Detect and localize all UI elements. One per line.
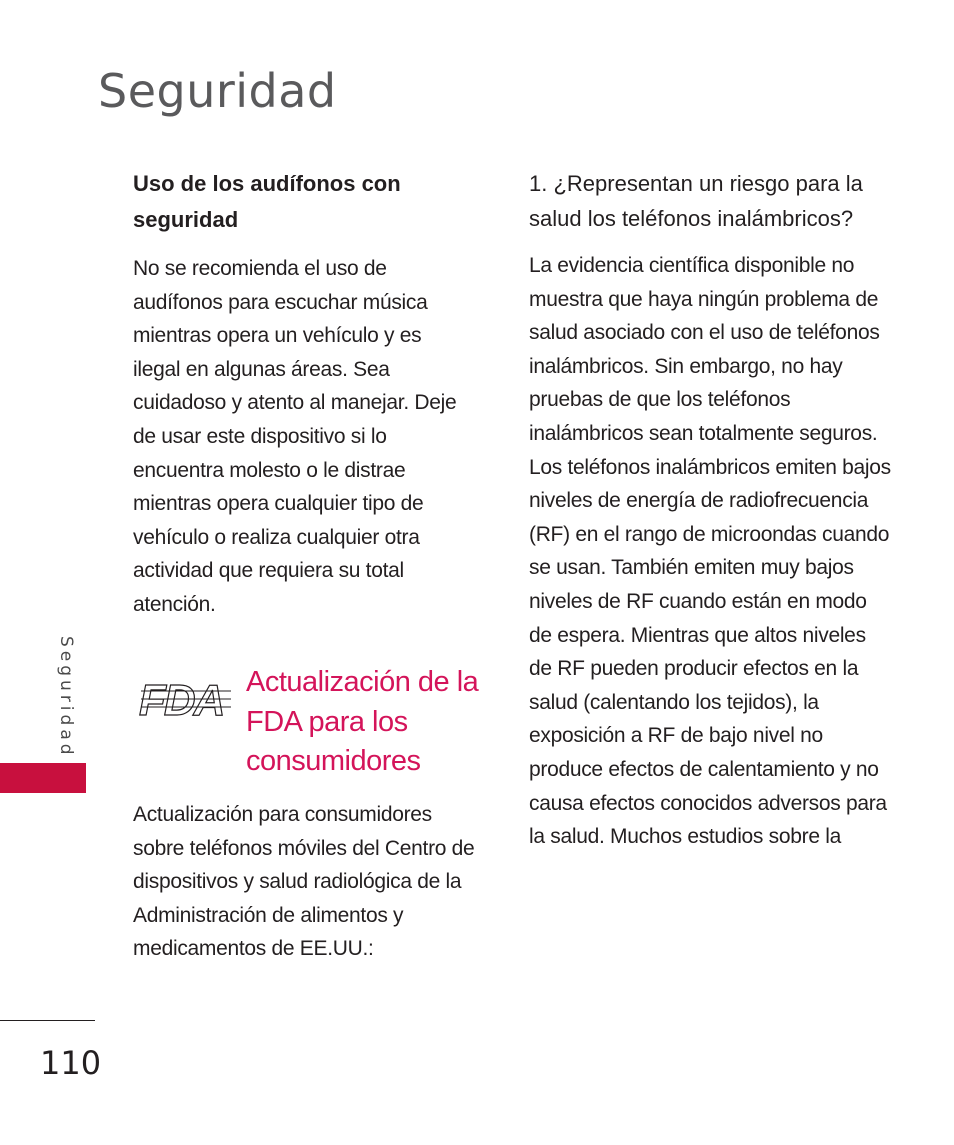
side-tab-marker	[0, 763, 86, 793]
side-section-label: Seguridad	[56, 636, 76, 759]
left-column	[133, 166, 483, 622]
page-number: 110	[40, 1044, 102, 1082]
fda-logo-text: FDA	[139, 677, 224, 721]
footer-rule	[0, 1020, 95, 1021]
fda-heading: Actualización de la FDA para los consumidores	[246, 666, 479, 777]
fda-logo-graphic	[137, 677, 235, 721]
fda-paragraph-wrap	[133, 798, 478, 966]
section-heading-headphones: Uso de los audífonos con seguridad	[133, 171, 401, 232]
right-column	[529, 166, 894, 854]
fda-section	[133, 663, 493, 793]
question-heading: 1. ¿Representan un riesgo para la salud los teléfonos inalámbricos?	[529, 171, 863, 231]
fda-paragraph: Actualización para consumidores sobre teléfonos móviles del Centro de dispositivos y salud radiológica de la Administración de alimentos y medicamentos de EE.UU.:	[133, 803, 475, 961]
page-title: Seguridad	[98, 64, 337, 118]
answer-paragraph: La evidencia científica disponible no muestra que haya ningún problema de salud asociado con el uso de teléfonos inalámbricos. Sin embargo, no hay pruebas de que los teléfonos inalámbricos sean totalmente seguros. Los teléfonos inalámbricos emiten bajos niveles de energía de radiofrecuencia (RF) en el rango de microondas cuando se usan. También emiten muy bajos niveles de RF cuando están en modo de espera. Mientras que altos niveles de RF pueden producir efectos en la salud (calentando los tejidos), la exposición a RF de bajo nivel no produce efectos de calentamiento y no causa efectos conocidos adversos para la salud. Muchos estudios sobre la	[529, 254, 891, 849]
headphones-paragraph: No se recomienda el uso de audífonos para escuchar música mientras opera un vehículo y es ilegal en algunas áreas. Sea cuidadoso y atento al manejar. Deje de usar este dispositivo si lo encuentra molesto o le distrae mientras opera cualquier tipo de vehículo o realiza cualquier otra actividad que requiera su total atención.	[133, 257, 457, 616]
fda-logo	[137, 677, 235, 721]
